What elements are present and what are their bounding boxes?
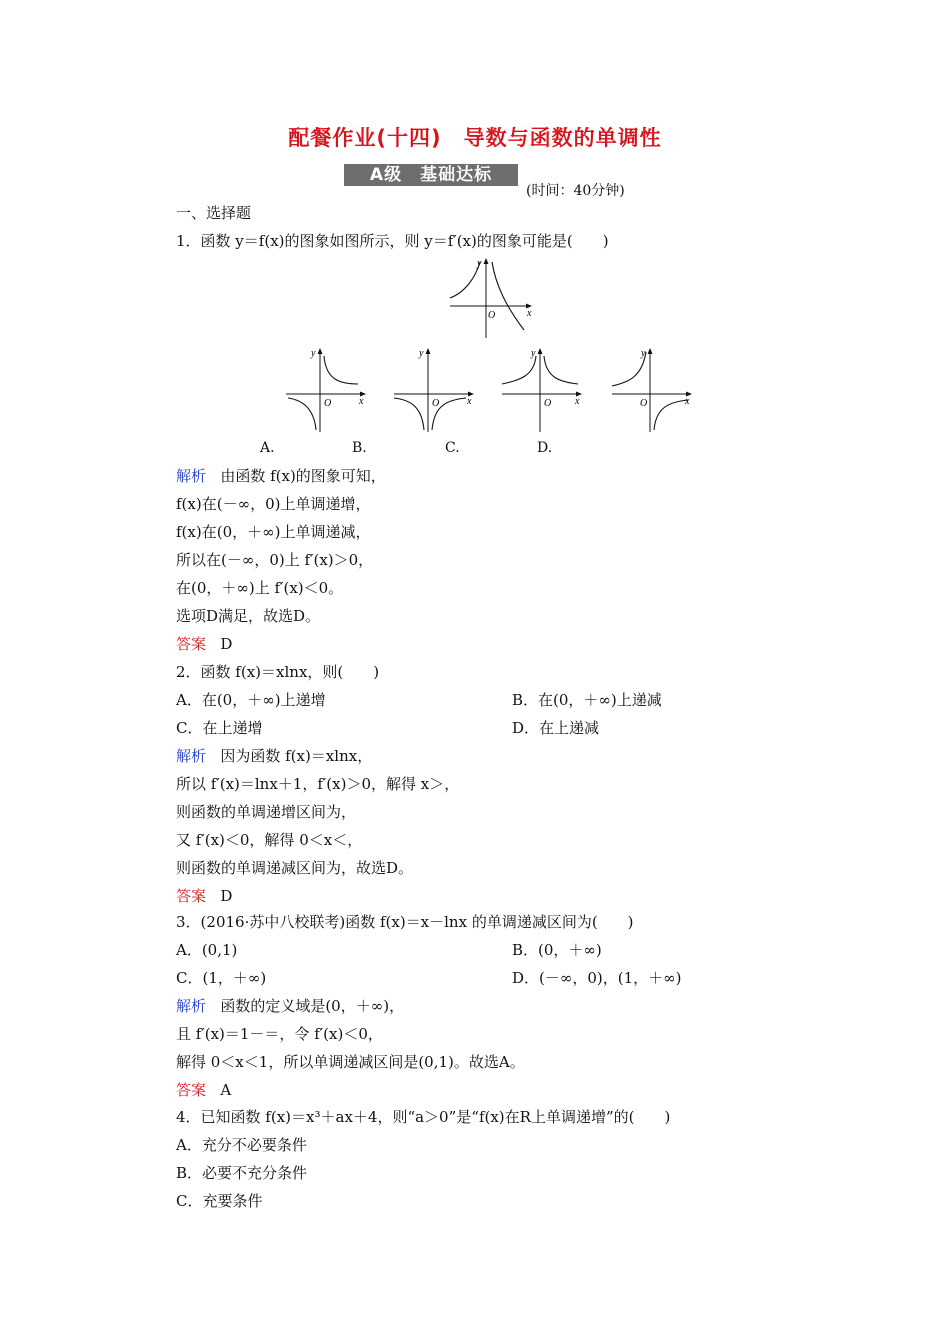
q4-option-a: A．充分不必要条件 [176,1136,307,1154]
q3-option-b: B．(0，＋∞) [512,941,602,959]
q2-answer: 答案 D [176,887,233,905]
q1-option-b-graph [392,346,478,434]
q1-main-y-label: y [477,258,482,269]
q1-main-origin-label: O [488,310,496,321]
q1-option-a-graph [284,346,370,434]
svg-text:y: y [419,348,424,359]
page-title: 配餐作业(十四) 导数与函数的单调性 [288,126,662,150]
q1-option-c-graph [500,346,586,434]
svg-text:O: O [324,398,332,409]
q1-main-x-label: x [527,308,532,319]
q3-analysis-label: 解析 [176,997,207,1015]
svg-text:O: O [544,398,552,409]
q1-main-graph [446,256,538,342]
svg-text:O: O [432,398,440,409]
q1-option-d-label: D. [537,440,553,456]
q1-stem: 1．函数 y＝f(x)的图象如图所示，则 y＝f′(x)的图象可能是( ) [176,232,609,250]
q1-option-c-label: C. [445,440,460,456]
q3-stem: 3．(2016·苏中八校联考)函数 f(x)＝x－lnx 的单调递减区间为( ) [176,913,634,931]
q2-option-b: B．在(0，＋∞)上递减 [512,691,662,709]
q4-stem: 4．已知函数 f(x)＝x³＋ax＋4，则“a＞0”是“f(x)在R上单调递增”的( ) [176,1108,671,1126]
q1-analysis-line-4: 所以在(－∞，0)上 f′(x)＞0， [176,551,374,569]
q2-option-d: D．在上递减 [512,719,600,737]
q2-analysis-line-3: 则函数的单调递增区间为， [176,803,357,821]
q2-option-c: C．在上递增 [176,719,263,737]
q3-option-c: C．(1，＋∞) [176,969,267,987]
svg-text:y: y [531,348,536,359]
q1-answer-label: 答案 [176,635,207,653]
q1-option-a-label: A. [260,440,275,456]
q2-stem: 2．函数 f(x)＝xlnx，则( ) [176,663,380,681]
q2-analysis-line-2: 所以 f′(x)＝lnx＋1，f′(x)＞0，解得 x＞， [176,775,460,793]
q4-option-b: B．必要不充分条件 [176,1164,308,1182]
q2-answer-label: 答案 [176,887,207,905]
q1-analysis-line-5: 在(0，＋∞)上 f′(x)＜0。 [176,579,344,597]
q2-option-a: A．在(0，＋∞)上递增 [176,691,326,709]
q1-answer: 答案 D [176,635,233,653]
svg-text:y: y [641,348,646,359]
q1-analysis-line-6: 选项D满足，故选D。 [176,607,321,625]
q3-analysis-line-3: 解得 0＜x＜1，所以单调递减区间是(0,1)。故选A。 [176,1053,525,1071]
svg-text:x: x [359,396,364,407]
q3-option-d: D．(－∞，0)，(1，＋∞) [512,969,682,987]
q3-answer-label: 答案 [176,1081,207,1099]
q2-analysis-line-1: 解析 因为函数 f(x)＝xlnx， [176,747,373,765]
q1-analysis-line-3: f(x)在(0，＋∞)上单调递减， [176,523,371,541]
q2-analysis-line-4: 又 f′(x)＜0，解得 0＜x＜， [176,831,363,849]
svg-text:x: x [685,396,690,407]
svg-text:x: x [467,396,472,407]
svg-text:y: y [311,348,316,359]
q4-option-c: C．充要条件 [176,1192,263,1210]
q1-option-b-label: B. [352,440,367,456]
q2-analysis-line-5: 则函数的单调递减区间为，故选D。 [176,859,414,877]
q3-answer: 答案 A [176,1081,232,1099]
level-badge: A级 基础达标 [344,164,518,186]
section-heading: 一、选择题 [176,204,252,222]
q2-analysis-label: 解析 [176,747,207,765]
q3-option-a: A．(0,1) [176,941,238,959]
q1-analysis-line-2: f(x)在(－∞，0)上单调递增， [176,495,371,513]
q1-option-d-graph [610,346,696,434]
q3-analysis-line-1: 解析 函数的定义域是(0，＋∞)， [176,997,405,1015]
q1-analysis-label: 解析 [176,467,207,485]
q1-analysis-line-1: 解析 由函数 f(x)的图象可知， [176,467,386,485]
q3-analysis-line-2: 且 f′(x)＝1－＝，令 f′(x)＜0， [176,1025,383,1043]
svg-text:O: O [640,398,648,409]
svg-text:x: x [575,396,580,407]
time-note: (时间：40分钟) [526,183,625,199]
